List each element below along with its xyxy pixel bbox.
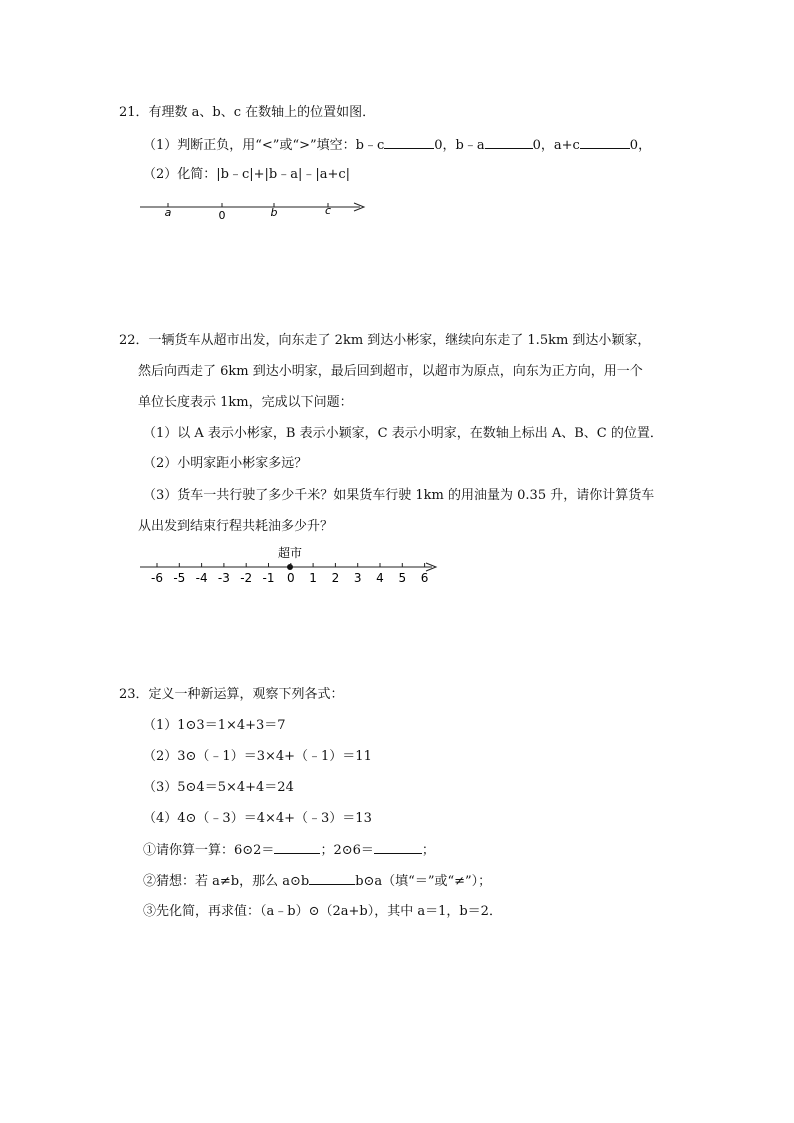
axis-tick-label: -4 [195, 571, 208, 585]
axis-tick-label: 3 [353, 571, 362, 585]
q21-part1-text-3: 0，a+c [532, 138, 580, 153]
answer-blank[interactable] [309, 872, 355, 885]
q23-task2-text: ②猜想：若 a≠b，那么 a⊙b [143, 874, 310, 889]
q21-part2: （2）化简：|b﹣c|+|b﹣a|﹣|a+c| [143, 167, 351, 182]
q23-task3: ③先化简，再求值：（a﹣b）⊙（2a+b），其中 a＝1，b＝2． [143, 904, 502, 919]
q21-stem: 21．有理数 a、b、c 在数轴上的位置如图． [119, 105, 376, 120]
q22-part2: （2）小明家距小彬家多远？ [143, 456, 308, 471]
q22-part3-cont: 从出发到结束行程共耗油多少升？ [138, 519, 334, 534]
q21-part1-text-4: 0， [629, 138, 652, 153]
origin-dot [287, 564, 293, 570]
q23-example3: （3）5⊙4＝5×4+4＝24 [143, 780, 294, 795]
axis-tick-label: -6 [151, 571, 163, 585]
axis-label-b: b [270, 206, 278, 219]
q22-stem-line2: 然后向西走了 6km 到达小明家，最后回到超市，以超市为原点，向东为正方向，用一个 [138, 364, 643, 379]
axis-tick-label: 1 [309, 571, 317, 585]
q22-part3: （3）货车一共行驶了多少千米？如果货车行驶 1km 的用油量为 0.35 升，请你计算货车 [143, 488, 655, 503]
axis-label-zero: 0 [218, 209, 226, 222]
q23-task2 [143, 872, 491, 891]
q23-task1-text-3: ； [421, 843, 435, 858]
axis-tick-label: -3 [217, 571, 230, 585]
axis-label-c: c [324, 204, 332, 217]
answer-blank[interactable] [374, 841, 422, 854]
q21-part1-text-2: 0，b﹣a [434, 138, 485, 153]
q23-example2: （2）3⊙（﹣1）＝3×4+（﹣1）＝11 [143, 749, 372, 764]
q21-part1-text: （1）判断正负，用“<”或“>”填空：b﹣c [143, 138, 385, 153]
axis-tick-label: -5 [173, 571, 186, 585]
origin-label: 超市 [277, 546, 303, 560]
axis-tick-label: -2 [240, 571, 253, 585]
q22-part1: （1）以 A 表示小彬家，B 表示小颖家，C 表示小明家，在数轴上标出 A、B、C 的位置． [143, 426, 663, 441]
q23-task2-text-2: b⊙a（填“＝”或“≠”）； [355, 874, 492, 889]
axis-tick-label: 5 [398, 571, 407, 585]
axis-tick-label: 4 [376, 571, 384, 585]
q23-stem: 23．定义一种新运算，观察下列各式： [119, 687, 344, 702]
q23-task1-text-2: ；2⊙6＝ [320, 843, 374, 858]
q22-stem-line1: 22．一辆货车从超市出发，向东走了 2km 到达小彬家，继续向东走了 1.5km 到达小颖家， [119, 333, 651, 348]
axis-tick-label: 6 [420, 571, 429, 585]
q23-task1 [143, 841, 435, 860]
answer-blank[interactable] [274, 841, 320, 854]
axis-tick-label: 0 [286, 571, 295, 585]
q23-example1: （1）1⊙3＝1×4+3＝7 [143, 718, 286, 733]
q22-stem-line3: 单位长度表示 1km，完成以下问题： [138, 395, 353, 410]
axis-label-a: a [164, 206, 172, 219]
q23-example4: （4）4⊙（﹣3）＝4×4+（﹣3）＝13 [143, 811, 372, 826]
axis-tick-label: -1 [262, 571, 275, 585]
axis-tick-label: 2 [331, 571, 340, 585]
q23-task1-text: ①请你算一算：6⊙2＝ [143, 843, 275, 858]
